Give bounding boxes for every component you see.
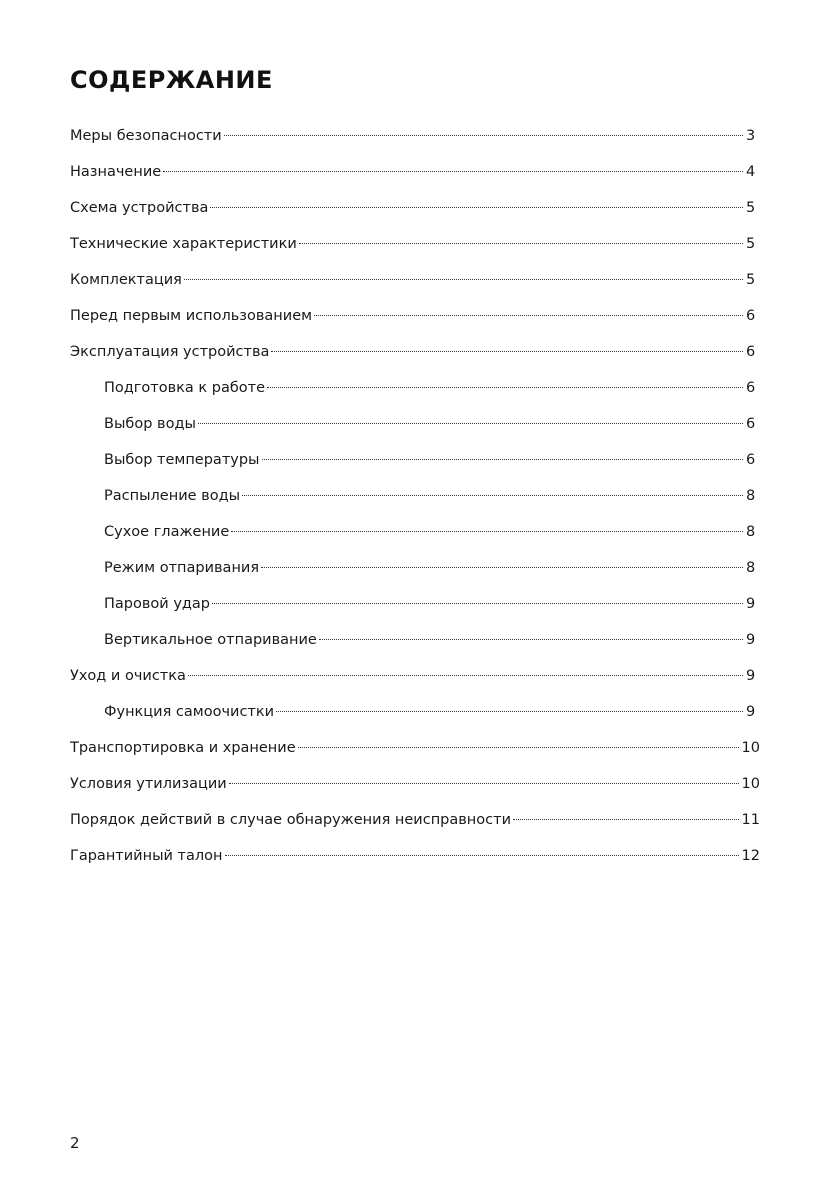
toc-entry[interactable]	[70, 406, 760, 442]
toc-entry-label: Технические характеристики	[70, 236, 297, 252]
toc-dot-leader	[314, 315, 743, 316]
toc-entry-page: 5	[746, 236, 756, 252]
toc-dot-leader	[198, 423, 743, 424]
toc-entry-label: Распыление воды	[104, 488, 241, 504]
toc-entry-label: Паровой удар	[104, 596, 211, 612]
toc-entry-label: Комплектация	[70, 272, 182, 288]
toc-entry-page: 6	[746, 416, 756, 432]
toc-entry-label: Вертикальное отпаривание	[104, 632, 317, 648]
toc-entry[interactable]	[70, 442, 760, 478]
toc-entry[interactable]	[70, 802, 760, 838]
toc-entry-label: Сухое глажение	[104, 524, 230, 540]
table-of-contents	[70, 118, 760, 874]
toc-entry[interactable]	[70, 298, 760, 334]
toc-entry-label: Эксплуатация устройства	[70, 344, 270, 360]
toc-entry-page: 8	[746, 488, 756, 504]
toc-dot-leader	[513, 819, 739, 820]
toc-dot-leader	[261, 567, 743, 568]
toc-dot-leader	[271, 351, 743, 352]
toc-entry-page: 4	[746, 164, 756, 180]
toc-entry-label: Условия утилизации	[70, 776, 227, 792]
toc-entry[interactable]	[70, 262, 760, 298]
toc-dot-leader	[267, 387, 743, 388]
toc-dot-leader	[224, 135, 743, 136]
toc-entry-page: 11	[741, 812, 760, 828]
toc-entry[interactable]	[70, 658, 760, 694]
toc-entry-page: 8	[746, 560, 756, 576]
toc-entry-label: Выбор температуры	[104, 452, 260, 468]
toc-entry-label: Меры безопасности	[70, 128, 222, 144]
toc-dot-leader	[225, 855, 739, 856]
toc-entry-label: Уход и очистка	[70, 668, 186, 684]
toc-dot-leader	[319, 639, 743, 640]
toc-dot-leader	[231, 531, 743, 532]
toc-dot-leader	[184, 279, 743, 280]
page-title: СОДЕРЖАНИЕ	[70, 66, 273, 94]
toc-entry[interactable]	[70, 190, 760, 226]
toc-dot-leader	[242, 495, 743, 496]
toc-entry[interactable]	[70, 622, 760, 658]
toc-entry[interactable]	[70, 118, 760, 154]
toc-entry[interactable]	[70, 838, 760, 874]
toc-entry-label: Гарантийный талон	[70, 848, 223, 864]
toc-entry-label: Режим отпаривания	[104, 560, 260, 576]
page-number: 2	[70, 1134, 80, 1152]
toc-entry[interactable]	[70, 694, 760, 730]
toc-entry[interactable]	[70, 550, 760, 586]
toc-entry-page: 9	[746, 596, 756, 612]
toc-entry[interactable]	[70, 334, 760, 370]
toc-entry-page: 10	[741, 776, 760, 792]
toc-dot-leader	[262, 459, 744, 460]
toc-entry[interactable]	[70, 586, 760, 622]
toc-entry[interactable]	[70, 226, 760, 262]
toc-entry-page: 9	[746, 668, 756, 684]
toc-dot-leader	[212, 603, 743, 604]
toc-entry-page: 9	[746, 632, 756, 648]
toc-entry[interactable]	[70, 370, 760, 406]
toc-entry-page: 6	[746, 452, 756, 468]
toc-entry-page: 3	[746, 128, 756, 144]
toc-entry-label: Схема устройства	[70, 200, 209, 216]
toc-dot-leader	[299, 243, 743, 244]
toc-dot-leader	[163, 171, 743, 172]
toc-entry-page: 5	[746, 272, 756, 288]
toc-dot-leader	[229, 783, 739, 784]
toc-entry-label: Подготовка к работе	[104, 380, 266, 396]
toc-entry[interactable]	[70, 766, 760, 802]
toc-entry-label: Транспортировка и хранение	[70, 740, 296, 756]
toc-entry-page: 5	[746, 200, 756, 216]
toc-dot-leader	[210, 207, 743, 208]
toc-entry-page: 6	[746, 308, 756, 324]
toc-entry-label: Перед первым использованием	[70, 308, 313, 324]
toc-entry[interactable]	[70, 514, 760, 550]
toc-entry-label: Назначение	[70, 164, 162, 180]
toc-entry-label: Функция самоочистки	[104, 704, 275, 720]
toc-entry[interactable]	[70, 154, 760, 190]
toc-entry[interactable]	[70, 730, 760, 766]
toc-entry-page: 8	[746, 524, 756, 540]
toc-entry-label: Порядок действий в случае обнаружения неисправности	[70, 812, 512, 828]
toc-entry-page: 10	[741, 740, 760, 756]
toc-entry-label: Выбор воды	[104, 416, 196, 432]
toc-dot-leader	[298, 747, 739, 748]
toc-entry-page: 12	[741, 848, 760, 864]
toc-dot-leader	[276, 711, 743, 712]
toc-entry-page: 9	[746, 704, 756, 720]
toc-entry-page: 6	[746, 344, 756, 360]
toc-entry[interactable]	[70, 478, 760, 514]
toc-entry-page: 6	[746, 380, 756, 396]
toc-dot-leader	[188, 675, 743, 676]
